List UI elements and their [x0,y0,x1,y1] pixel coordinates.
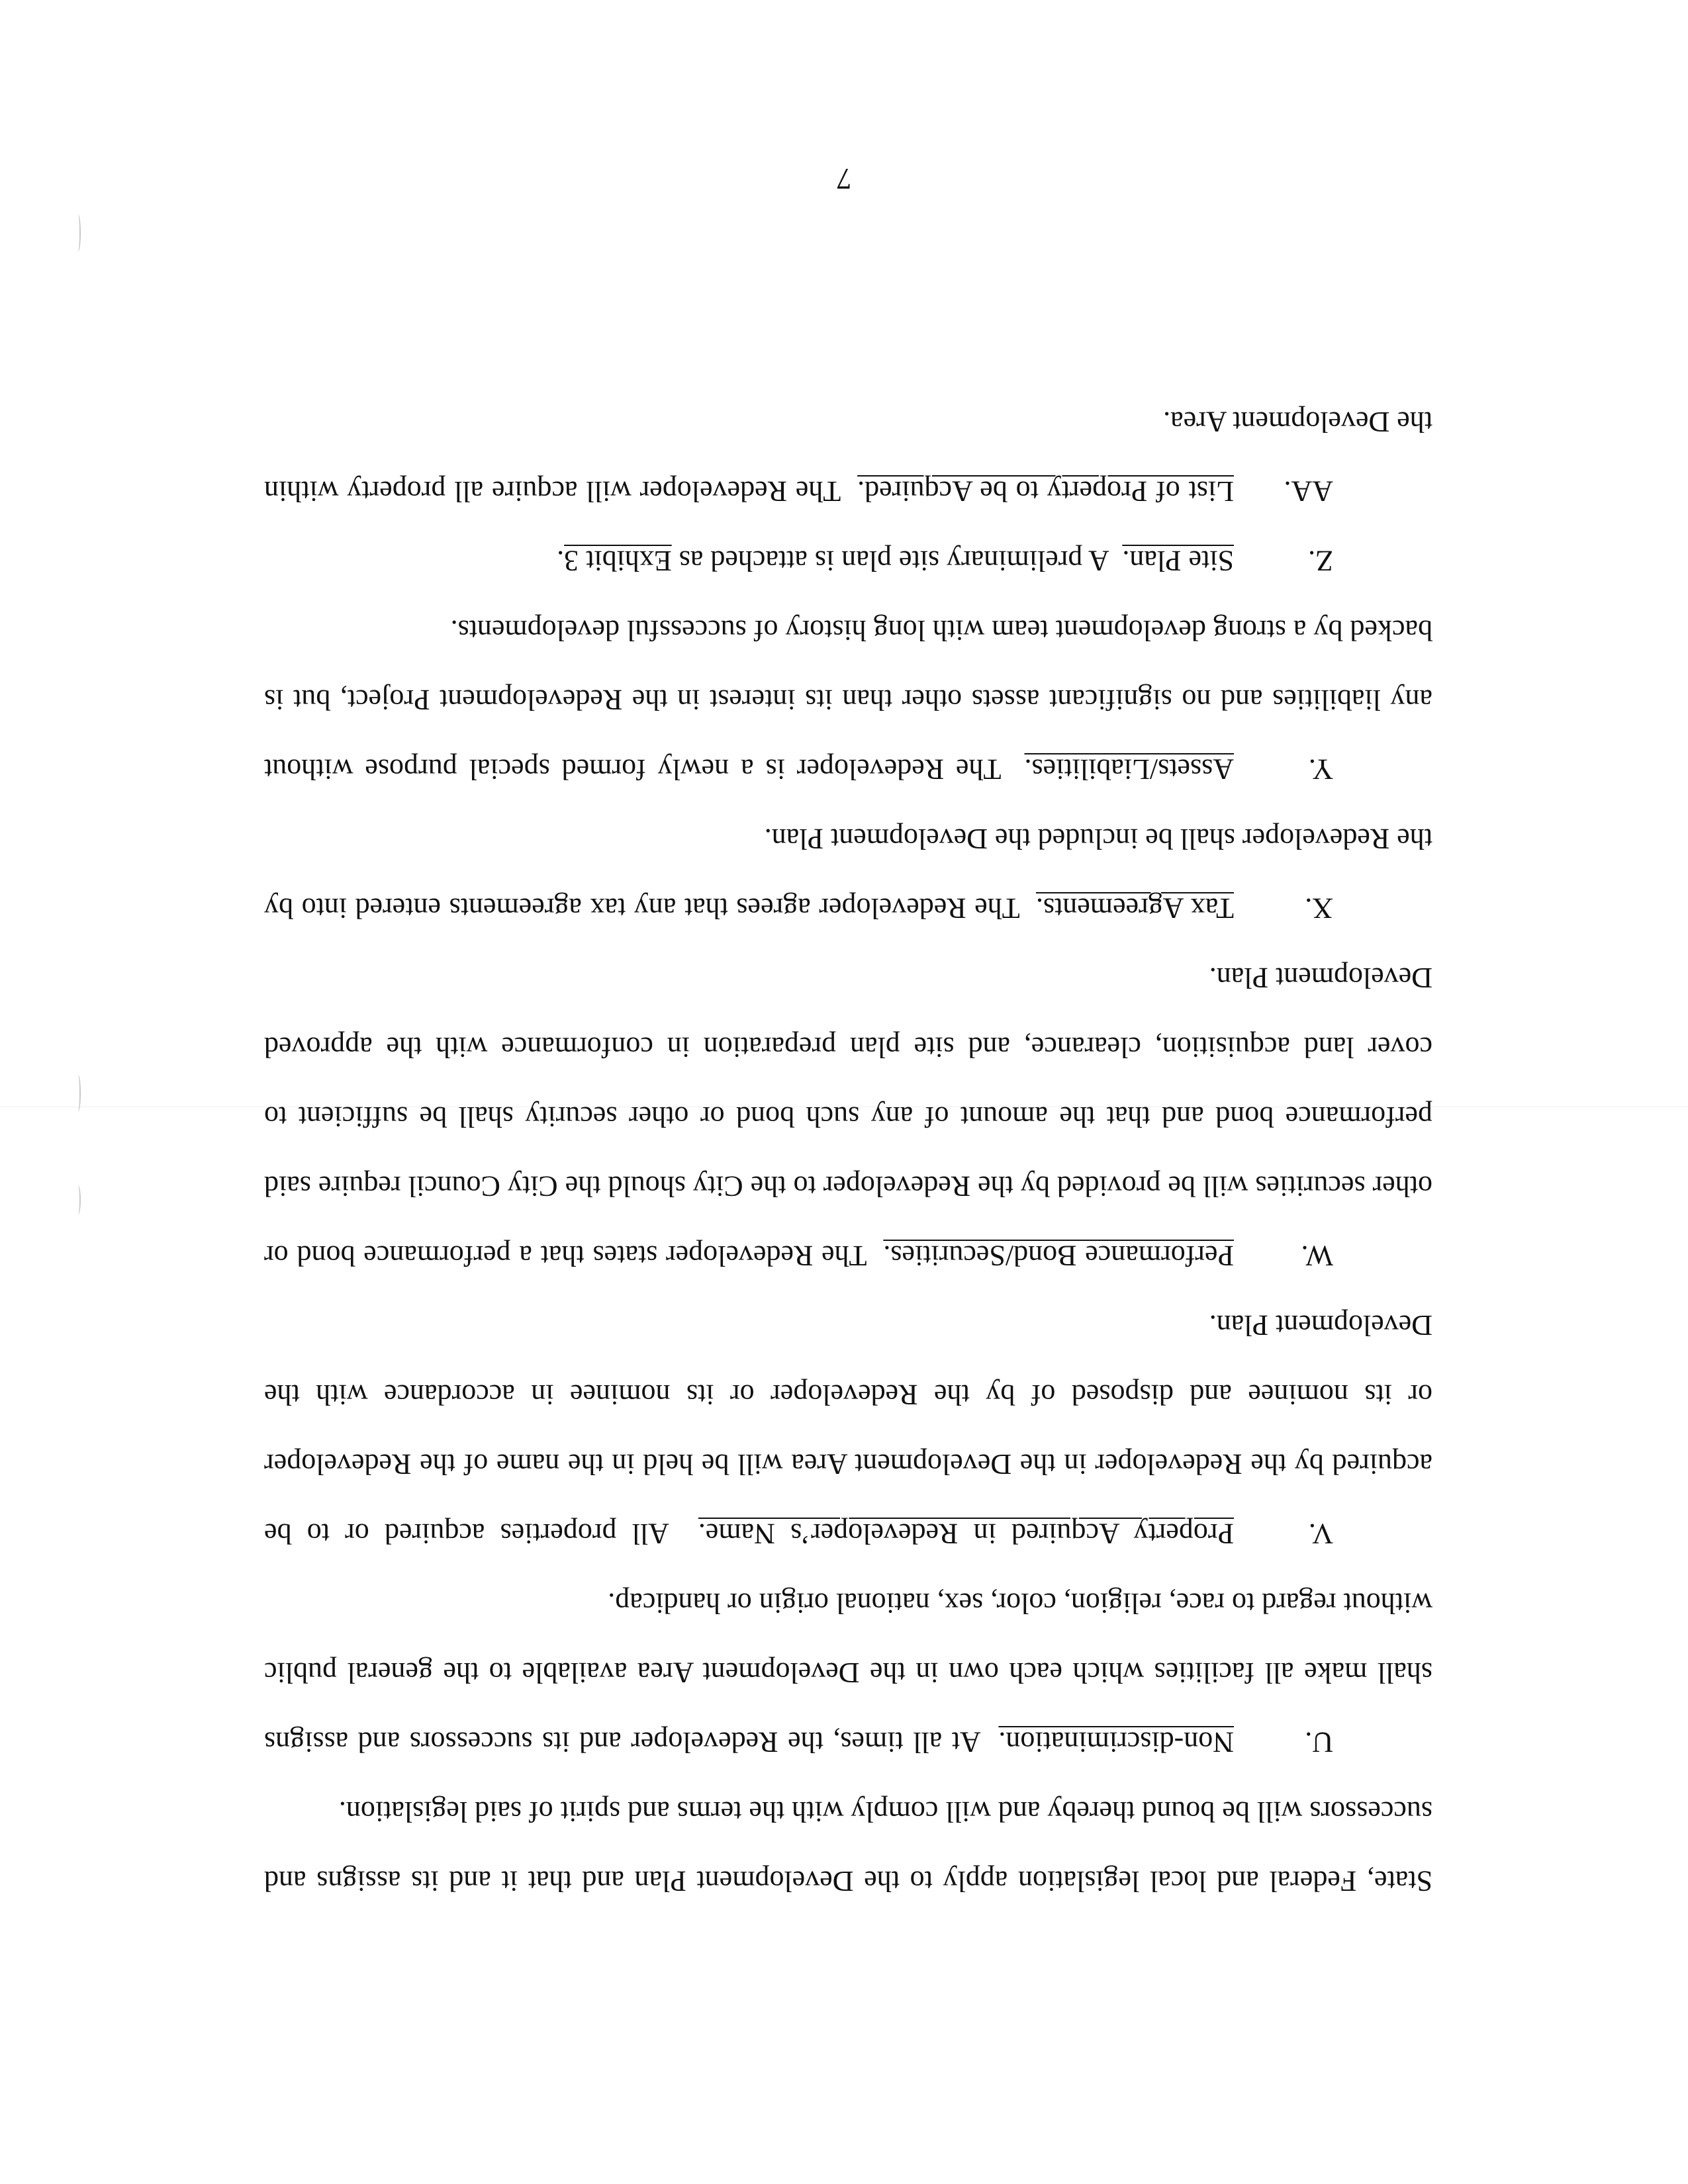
item-heading: Property Acquired in Redeveloper’s Name. [698,1518,1234,1550]
exhibit-reference: Exhibit 3 [564,545,672,577]
item-text: The Redeveloper is a newly formed special purpose without any liabilities and no significant assets other than its interest in the Redevelopment Project, but is backed by a strong development team with long history of successful developments. [264,614,1432,786]
item-text: The Redeveloper will acquire all property within the Development Area. [264,406,1432,508]
item-letter: U. [1305,1726,1333,1758]
section-w [264,943,1432,1291]
item-text: The Redeveloper agrees that any tax agreements entered into by the Redeveloper shall be included the Development Plan. [264,823,1432,925]
section-x [264,804,1432,943]
page-number: 7 [836,162,852,196]
item-letter: Z. [1308,545,1333,577]
item-heading: Performance Bond/Securities. [883,1240,1234,1272]
item-text-end: . [557,545,565,577]
section-v [264,1291,1432,1569]
item-letter: AA. [1284,475,1333,508]
continuation-paragraph: State, Federal and local legislation apply to the Development Plan and that it and its assigns and successors will be bound thereby and will comply with the terms and spirit of said legislation. [264,1796,1432,1897]
item-heading: Site Plan. [1122,545,1234,577]
item-letter: Y. [1308,753,1333,786]
item-text: A preliminary site plan is attached as [679,545,1109,577]
item-heading: Tax Agreements. [1035,892,1234,925]
scan-margin-mark [75,214,81,251]
section-u [264,1569,1432,1777]
item-letter: V. [1308,1518,1333,1550]
item-heading: Assets/Liabilities. [1024,753,1234,786]
scan-margin-mark [75,1185,81,1214]
item-letter: W. [1301,1240,1333,1272]
item-heading: Non-discrimination. [998,1726,1234,1758]
item-heading: List of Property to be Acquired. [857,475,1234,508]
item-letter: X. [1305,892,1333,925]
scan-margin-mark [75,1075,81,1112]
body-text [264,387,1432,1916]
section-y [264,596,1432,804]
item-text: All properties acquired or to be acquired by the Redeveloper in the Development Area will be held in the name of the Redeveloper or its nominee and disposed of by the Redeveloper or its nominee in accordance with the Development Plan. [263,1309,1432,1550]
section-z [264,526,1432,596]
item-text: The Redeveloper states that a performance bond or other securities will be provided by the Redeveloper to the City should the City Council require said performance bond and that the amount of any such bond or other security shall be sufficient to cover land acquisition, clearance, and site plan preparation in conformance with the approved Development Plan. [264,962,1432,1272]
section-aa [264,387,1432,526]
item-text: At all times, the Redeveloper and its successors and assigns shall make all facilities which each own in the Development Area available to the general public without regard to race, religion, color, sex, national origin or handicap. [264,1587,1432,1758]
